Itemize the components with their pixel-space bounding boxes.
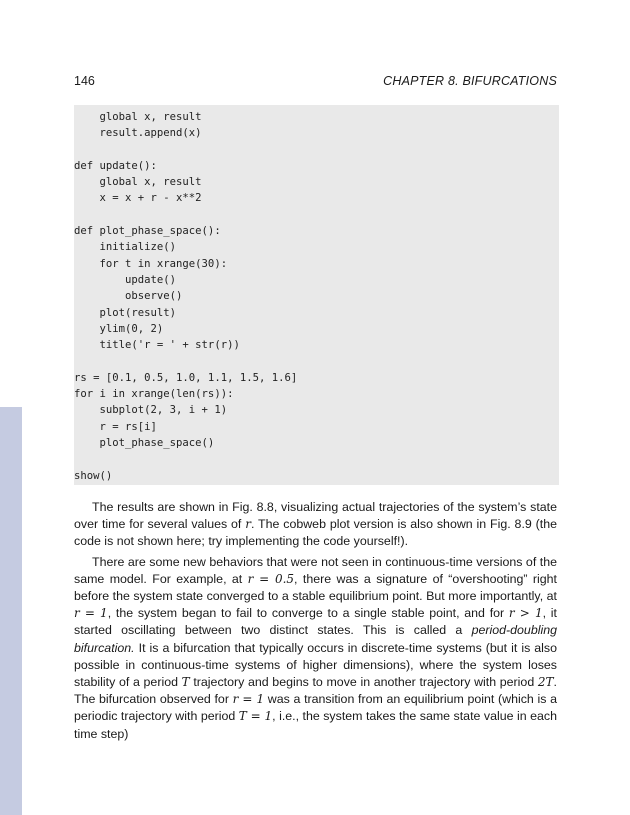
text-run: , it started oscillating between two distinct states. This is called a [74,606,557,638]
code-line: for i in xrange(len(rs)): [74,388,234,401]
text-run: The results are shown in Fig. 8.8, visualizing actual trajectories of the system’s state over time for several values of [74,500,557,532]
code-line: ylim(0, 2) [74,322,164,335]
text-run: It is a bifurcation that typically occurs in discrete-time systems (but it is also possible in continuous-time systems of higher dimensions), where the system loses stability of a period [74,640,557,690]
paragraph [74,499,557,551]
code-line: observe() [74,290,183,303]
code-line: global x, result [74,111,202,123]
code-line: initialize() [74,241,177,254]
code-listing [74,105,559,485]
text-run: , the system began to fail to converge to a single stable point, and for [107,606,509,621]
body-text [74,499,557,746]
math-expression: r = 1 [74,606,108,621]
code-line: for t in xrange(30): [74,257,228,270]
code-line: show() [74,469,113,482]
page-header [74,74,557,90]
math-expression: T = 1 [238,709,273,724]
code-line [74,142,559,158]
math-expression: 2T [537,675,554,690]
math-expression: r [245,517,251,532]
code-line: rs = [0.1, 0.5, 1.0, 1.1, 1.5, 1.6] [74,371,298,384]
math-expression: T [181,675,190,690]
text-run: There are some new behaviors that were not seen in continuous-time versions of the same model. For example, at [74,554,557,586]
code-line: x = x + r - x**2 [74,192,202,205]
chapter-title: CHAPTER 8. BIFURCATIONS [383,74,557,88]
code-line: update() [74,273,177,286]
side-thumb-tab [0,407,22,815]
page-number: 146 [74,74,95,88]
code-line: plot_phase_space() [74,436,215,449]
emphasized-term: period-doubling bifurcation. [74,623,557,655]
code-line: title('r = ' + str(r)) [74,339,240,352]
text-run: . The bifurcation observed for [74,675,557,707]
text-run: was a transition from an equilibrium point (which is a periodic trajectory with period [74,692,557,724]
code-line: result.append(x) [74,127,202,140]
code-line: global x, result [74,176,202,189]
text-run: . The cobweb plot version is also shown in Fig. 8.9 (the code is not shown here; try implementing the code yourself!). [74,517,557,549]
math-expression: r = 0.5 [247,571,295,586]
math-expression: r > 1 [508,606,543,621]
code-line [74,207,559,223]
text-run: , there was a signature of “overshooting” right before the system state converged to a stable equilibrium point. But more importantly, at [74,571,557,604]
text-run: trajectory and begins to move in another trajectory with period [189,675,538,690]
paragraph [74,554,557,743]
code-line: r = rs[i] [74,420,157,433]
math-expression: r = 1 [232,692,265,707]
code-line [74,353,559,369]
code-line: subplot(2, 3, i + 1) [74,404,228,417]
code-line: plot(result) [74,306,177,319]
code-line: def plot_phase_space(): [74,225,221,238]
text-run: , i.e., the system takes the same state value in each time step) [74,709,557,741]
code-line: def update(): [74,159,157,172]
code-line [74,451,559,467]
